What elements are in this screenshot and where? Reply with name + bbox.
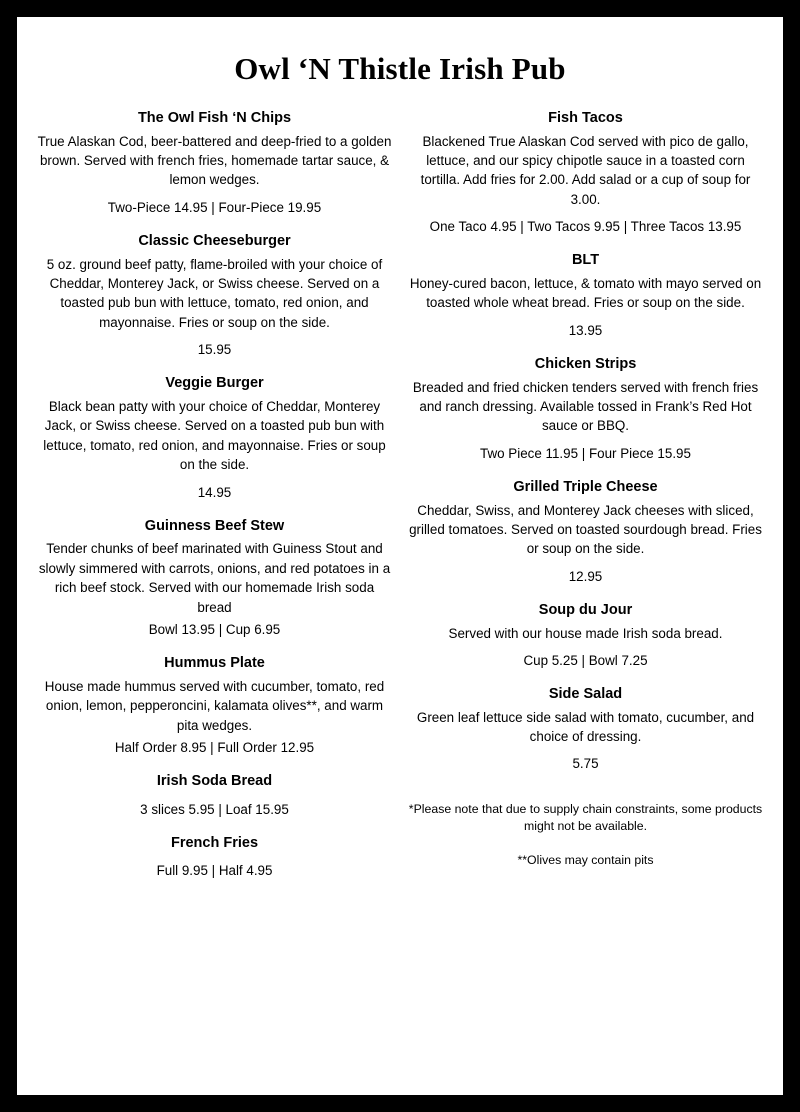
menu-item xyxy=(408,478,763,587)
menu-item-price: 15.95 xyxy=(197,342,232,358)
menu-item-name: Chicken Strips xyxy=(534,355,637,372)
menu-item-name: French Fries xyxy=(170,834,259,851)
menu-item-price: Two-Piece 14.95 | Four-Piece 19.95 xyxy=(107,199,322,215)
menu-item-description: Served with our house made Irish soda bread. xyxy=(448,625,723,641)
menu-item-price: 5.75 xyxy=(572,756,599,772)
menu-item-name: Grilled Triple Cheese xyxy=(513,478,658,495)
menu-item-name: Hummus Plate xyxy=(164,655,265,672)
menu-item xyxy=(408,355,763,464)
menu-item xyxy=(37,232,392,360)
menu-item-description: House made hummus served with cucumber, tomato, red onion, lemon, pepperoncini, kalamata olives**, and warm pita wedges. xyxy=(44,678,385,733)
menu-item-name: Veggie Burger xyxy=(165,375,264,392)
supply-chain-note: *Please note that due to supply chain constraints, some products might not be available. xyxy=(408,801,763,834)
menu-item-description: Blackened True Alaskan Cod served with pico de gallo, lettuce, and our spicy chipotle sauce in a toasted corn tortilla. Add fries for 2.00. Add salad or a cup of soup for 3.00. xyxy=(420,133,751,207)
menu-item-description: Breaded and fried chicken tenders served with french fries and ranch dressing. Available tossed in Frank’s Red Hot sauce or BBQ. xyxy=(412,379,759,434)
menu-item xyxy=(37,517,392,640)
menu-item xyxy=(408,601,763,671)
menu-item-name: Guinness Beef Stew xyxy=(144,517,285,534)
menu-item-description: Tender chunks of beef marinated with Guiness Stout and slowly simmered with carrots, onions, and red potatoes in a rich beef stock. Served with our homemade Irish soda bread xyxy=(38,541,391,615)
menu-item-description: Black bean patty with your choice of Cheddar, Monterey Jack, or Swiss cheese. Served on a toasted pub bun with lettuce, tomato, red onion, and mayonnaise. Fries or soup on the side. xyxy=(43,398,386,473)
menu-item xyxy=(408,109,763,237)
menu-item-price: Two Piece 11.95 | Four Piece 15.95 xyxy=(480,445,691,461)
menu-item-price: 14.95 xyxy=(197,484,232,500)
menu-item-price: Bowl 13.95 | Cup 6.95 xyxy=(148,622,281,638)
menu-item-description: True Alaskan Cod, beer-battered and deep-fried to a golden brown. Served with french fries, homemade tartar sauce, & lemon wedges. xyxy=(37,133,392,188)
menu-item-description: Honey-cured bacon, lettuce, & tomato with mayo served on toasted whole wheat bread. Fries or soup on the side. xyxy=(409,275,762,311)
menu-item-name: Fish Tacos xyxy=(548,110,623,126)
menu-item-price: 12.95 xyxy=(568,568,603,584)
menu-item-description: Green leaf lettuce side salad with tomato, cucumber, and choice of dressing. xyxy=(416,709,755,745)
menu-column-left xyxy=(37,109,392,896)
menu-item-name: Classic Cheeseburger xyxy=(138,232,291,249)
menu-item xyxy=(408,685,763,775)
menu-item-price: 13.95 xyxy=(568,322,603,338)
menu-item xyxy=(37,654,392,758)
menu-item xyxy=(37,772,392,820)
menu-sheet xyxy=(14,14,786,1098)
menu-item-name: The Owl Fish ‘N Chips xyxy=(137,110,292,126)
menu-item-description: Cheddar, Swiss, and Monterey Jack cheeses with sliced, grilled tomatoes. Served on toasted sourdough bread. Fries or soup on the side. xyxy=(409,502,762,557)
page-title: Owl ‘N Thistle Irish Pub xyxy=(234,51,566,86)
menu-item-price: Full 9.95 | Half 4.95 xyxy=(156,863,273,879)
menu-item-price: 3 slices 5.95 | Loaf 15.95 xyxy=(140,801,289,817)
menu-item xyxy=(408,251,763,341)
menu-item xyxy=(37,374,392,502)
menu-item xyxy=(37,109,392,218)
olives-note: **Olives may contain pits xyxy=(517,853,654,868)
menu-columns xyxy=(37,109,763,896)
menu-item-description: 5 oz. ground beef patty, flame-broiled with your choice of Cheddar, Monterey Jack, or Swiss cheese. Served on a toasted pub bun with lettuce, tomato, red onion, and mayonnaise. Fries or soup on the side. xyxy=(46,256,383,330)
menu-item-name: BLT xyxy=(571,252,600,269)
menu-column-right xyxy=(408,109,763,870)
menu-item-price: One Taco 4.95 | Two Tacos 9.95 | Three Tacos 13.95 xyxy=(429,219,742,235)
menu-item-name: Side Salad xyxy=(548,686,623,703)
menu-item-name: Irish Soda Bread xyxy=(156,773,273,790)
menu-item-price: Cup 5.25 | Bowl 7.25 xyxy=(523,652,648,668)
menu-item-name: Soup du Jour xyxy=(538,601,633,618)
menu-item-price: Half Order 8.95 | Full Order 12.95 xyxy=(114,740,315,756)
menu-item xyxy=(37,834,392,882)
